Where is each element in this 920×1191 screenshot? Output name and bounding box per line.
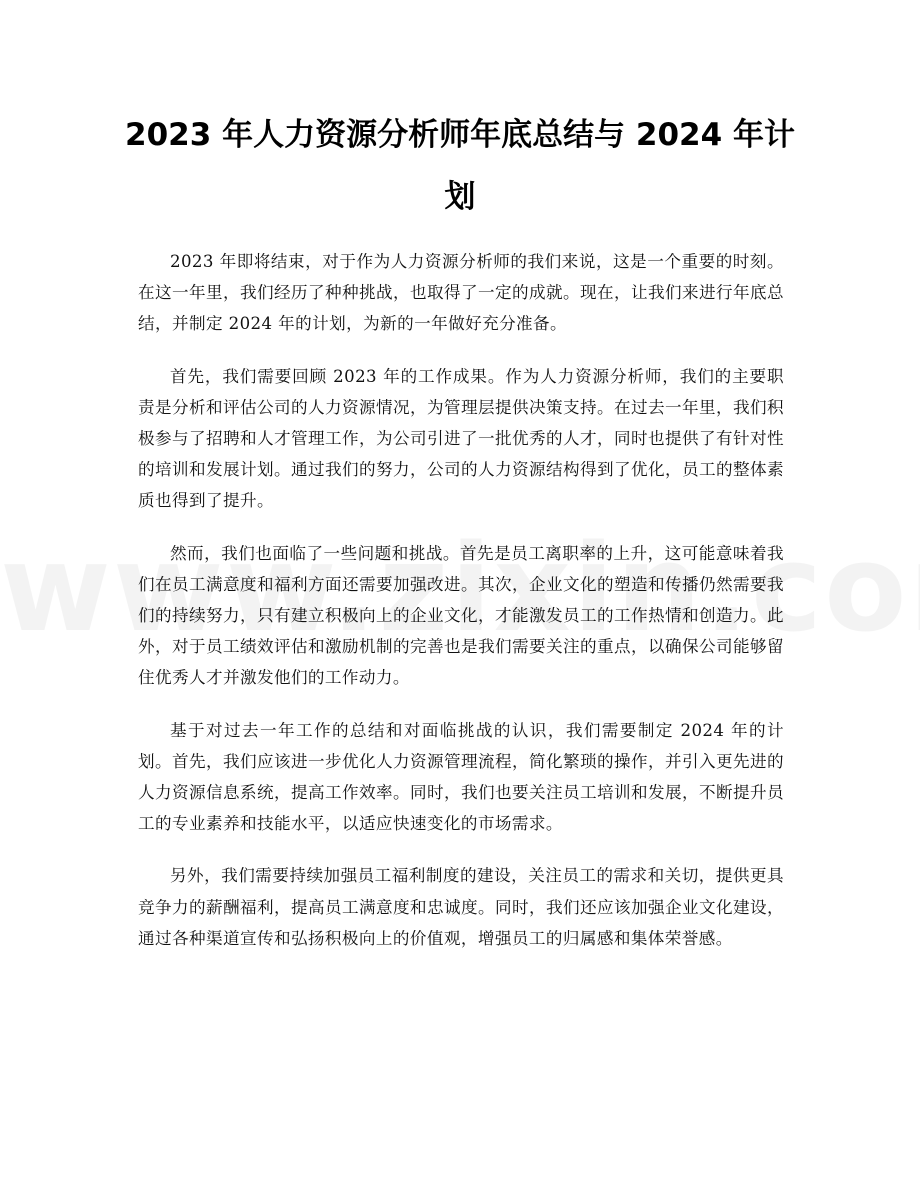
paragraph-4: 基于对过去一年工作的总结和对面临挑战的认识，我们需要制定 2024 年的计划。首先，我们应该进一步优化人力资源管理流程，简化繁琐的操作，并引入更先进的人力资源信息系统，提高工作效率。同时，我们也要关注员工培训和发展，不断提升员工的专业素养和技能水平，以适应快速变化的市场需求。 — [138, 720, 784, 834]
paragraph-5: 另外，我们需要持续加强员工福利制度的建设，关注员工的需求和关切，提供更具竞争力的薪酬福利，提高员工满意度和忠诚度。同时，我们还应该加强企业文化建设，通过各种渠道宣传和弘扬积极向上的价值观，增强员工的归属感和集体荣誉感。 — [138, 866, 784, 948]
paragraph-1: 2023 年即将结束，对于作为人力资源分析师的我们来说，这是一个重要的时刻。在这一年里，我们经历了种种挑战，也取得了一定的成就。现在，让我们来进行年底总结，并制定 2024 年的计划，为新的一年做好充分准备。 — [138, 252, 784, 334]
document-body — [138, 246, 784, 975]
paragraph-2: 首先，我们需要回顾 2023 年的工作成果。作为人力资源分析师，我们的主要职责是分析和评估公司的人力资源情况，为管理层提供决策支持。在过去一年里，我们积极参与了招聘和人才管理工作，为公司引进了一批优秀的人才，同时也提供了有针对性的培训和发展计划。通过我们的努力，公司的人力资源结构得到了优化，员工的整体素质也得到了提升。 — [138, 366, 784, 511]
document-title: 2023 年人力资源分析师年底总结与 2024 年计划 — [125, 117, 795, 215]
paragraph-3: 然而，我们也面临了一些问题和挑战。首先是员工离职率的上升，这可能意味着我们在员工满意度和福利方面还需要加强改进。其次，企业文化的塑造和传播仍然需要我们的持续努力，只有建立积极向上的企业文化，才能激发员工的工作热情和创造力。此外，对于员工绩效评估和激励机制的完善也是我们需要关注的重点，以确保公司能够留住优秀人才并激发他们的工作动力。 — [138, 543, 784, 688]
